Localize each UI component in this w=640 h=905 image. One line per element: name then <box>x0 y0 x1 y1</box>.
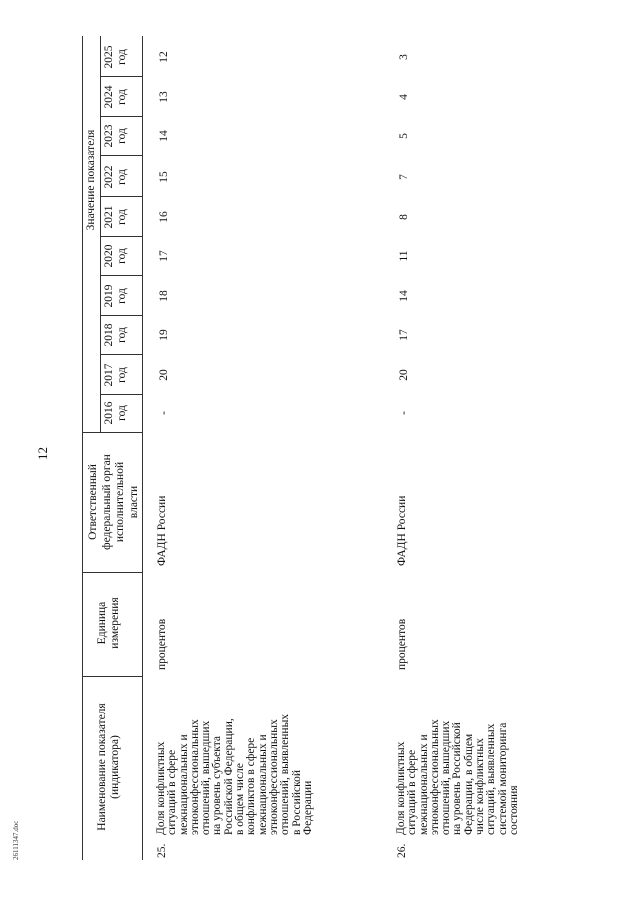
document-id: 26111347.doc <box>12 820 20 860</box>
indicator-name: Доля конфликтных ситуаций в сфере межнациональных и этноконфессиональных отношений, вышедших на уровень Российской Федерации, в общем числе конфликтных ситуаций, выявленных системой мониторинга состояния <box>395 719 520 835</box>
value-cell-2016: - <box>158 411 170 415</box>
page-number: 12 <box>35 447 50 460</box>
value-cell-2021: 16 <box>158 211 170 223</box>
values-group-header: Значение показателя <box>85 129 97 231</box>
value-cell-2018: 19 <box>158 329 170 341</box>
agency-cell: ФАДН России <box>396 495 408 566</box>
value-cell-2020: 17 <box>158 250 170 262</box>
name-header: Наименование показателя (индикатора) <box>96 703 121 831</box>
row-number: 25. <box>156 843 168 858</box>
value-cell-2018: 17 <box>398 329 410 341</box>
year-header-2019: 2019 год <box>103 284 128 308</box>
value-cell-2021: 8 <box>398 214 410 220</box>
year-header-2017: 2017 год <box>103 363 128 387</box>
value-cell-2022: 7 <box>398 174 410 180</box>
year-header-2021: 2021 год <box>103 205 128 229</box>
value-cell-2017: 20 <box>398 369 410 381</box>
value-cell-2025: 12 <box>158 51 170 63</box>
value-cell-2016: - <box>398 411 410 415</box>
year-header-2024: 2024 год <box>103 85 128 109</box>
value-cell-2025: 3 <box>398 54 410 60</box>
value-cell-2023: 5 <box>398 133 410 139</box>
row-number: 26. <box>396 843 408 858</box>
unit-cell: процентов <box>396 618 408 670</box>
value-cell-2017: 20 <box>158 369 170 381</box>
year-header-2025: 2025 год <box>103 45 128 69</box>
value-cell-2019: 14 <box>398 290 410 302</box>
value-cell-2023: 14 <box>158 130 170 142</box>
agency-cell: ФАДН России <box>156 495 168 566</box>
year-header-2018: 2018 год <box>103 323 128 347</box>
value-cell-2020: 11 <box>398 250 410 262</box>
year-header-2020: 2020 год <box>103 244 128 268</box>
agency-header: Ответственный федеральный орган исполнительной власти <box>87 454 140 550</box>
year-header-2016: 2016 год <box>103 401 128 425</box>
indicator-name: Доля конфликтных ситуаций в сфере межнациональных и этноконфессиональных отношений, вышедших на уровень субъекта Российской Федерации, в общем числе конфликтов в сфере межнациональных и этноконфессиональных отношений, выявленных в Российской Федерации <box>155 713 314 835</box>
year-header-2023: 2023 год <box>103 124 128 148</box>
year-header-2022: 2022 год <box>103 165 128 189</box>
value-cell-2022: 15 <box>158 171 170 183</box>
value-cell-2024: 13 <box>158 91 170 103</box>
value-cell-2024: 4 <box>398 94 410 100</box>
value-cell-2019: 18 <box>158 290 170 302</box>
unit-header: Единица измерения <box>96 597 121 649</box>
unit-cell: процентов <box>156 618 168 670</box>
